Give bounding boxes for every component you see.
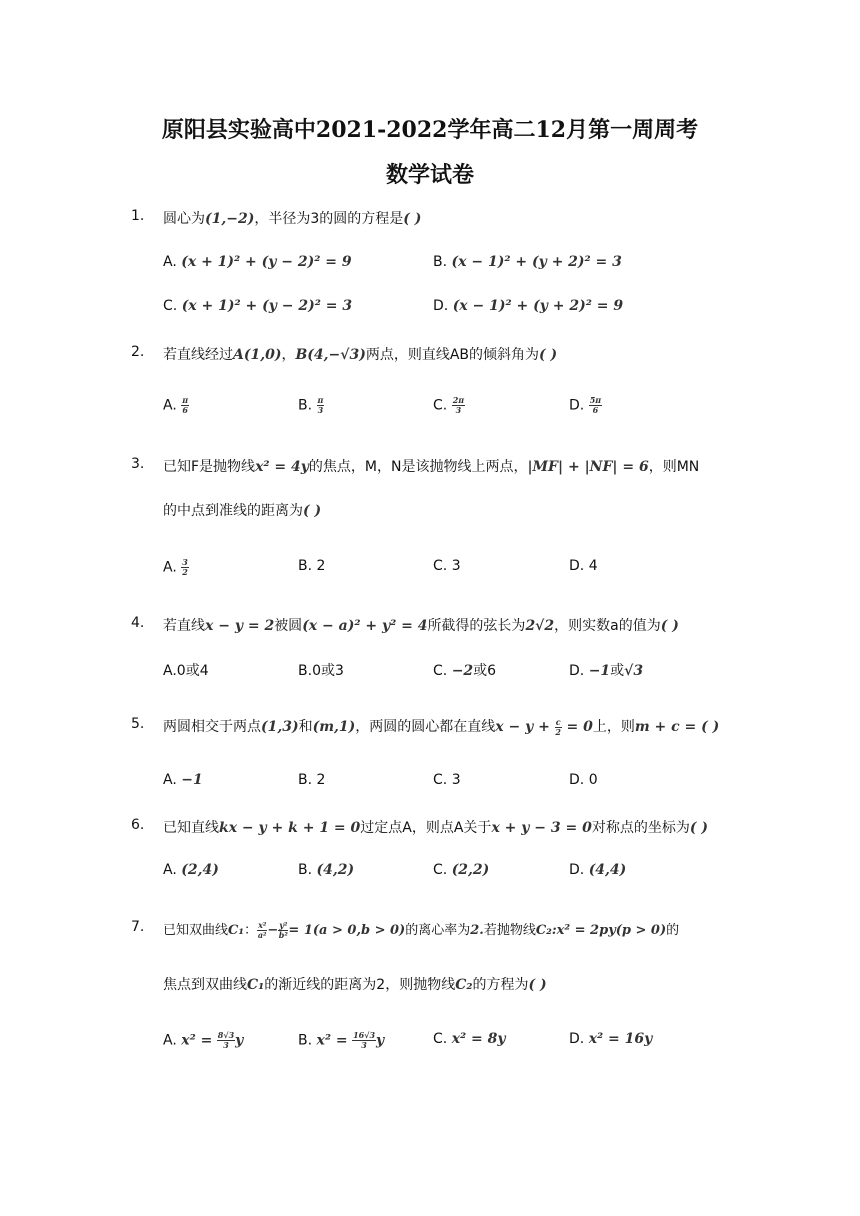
option-b: B. $\frac{\pi}{3}$: [298, 395, 324, 415]
option-a: A. $\frac{3}{2}$: [163, 557, 188, 577]
option-a: A. x² = $\frac{8√3}{3}$ y: [163, 1030, 244, 1050]
question-number: 4.: [131, 615, 145, 631]
question-7-continued: 焦点到双曲线C₁的渐近线的距离为2，则抛物线C₂的方程为( ): [163, 977, 547, 993]
option-c: C. (x + 1)² + (y − 2)² = 3: [163, 298, 353, 314]
option-d: D. $\frac{5\pi}{6}$: [569, 395, 602, 415]
option-c: C. x² = 8y: [433, 1031, 506, 1047]
option-c: C. 3: [433, 558, 461, 574]
question-stem: 若直线x − y = 2被圆(x − a)² + y² = 4所截得的弦长为2√2，则实数a的值为( ): [163, 618, 679, 634]
question-number: 5.: [131, 716, 145, 732]
question-stem: 已知双曲线C₁： $\frac{\text{x²}}{\text{a²}}$ − $\frac{\text{y²}}{\text{b²}}$ = 1(a > 0,b > 0)的离心率为2.若抛物线C₂:x² = 2py(p > 0)的: [163, 920, 680, 940]
option-c: C. −2或6: [433, 663, 497, 679]
question-stem: 若直线经过A(1,0)，B(4,−√3)两点，则直线AB的倾斜角为( ): [163, 347, 558, 363]
option-d: D. (x − 1)² + (y + 2)² = 9: [433, 298, 624, 314]
option-a: A.0或4: [163, 663, 209, 679]
option-b: B. (x − 1)² + (y + 2)² = 3: [433, 254, 622, 270]
exam-title: 原阳县实验高中2021-2022学年高二12月第一周周考: [161, 117, 699, 143]
option-b: B. x² = $\frac{16√3}{3}$ y: [298, 1030, 385, 1050]
option-a: A. −1: [163, 772, 203, 788]
option-d: D. 4: [569, 558, 598, 574]
option-d: D. −1或√3: [569, 663, 644, 679]
option-a: A. (2,4): [163, 862, 219, 878]
question-stem: 已知直线kx − y + k + 1 = 0过定点A，则点A关于x + y − 3 = 0对称点的坐标为( ): [163, 820, 708, 836]
exam-subtitle: 数学试卷: [385, 162, 474, 188]
question-number: 6.: [131, 817, 145, 833]
option-d: D. x² = 16y: [569, 1031, 653, 1047]
question-stem: 两圆相交于两点(1,3)和(m,1)，两圆的圆心都在直线x − y + $\frac{c}{2}$ = 0上，则m + c = ( ): [163, 716, 720, 737]
question-3-continued: 的中点到准线的距离为( ): [163, 503, 322, 519]
option-c: C. (2,2): [433, 862, 490, 878]
option-a: A. $\frac{\pi}{6}$: [163, 395, 189, 415]
option-c: C. 3: [433, 772, 461, 788]
option-b: B.0或3: [298, 663, 344, 679]
option-b: B. 2: [298, 558, 326, 574]
question-number: 2.: [131, 344, 145, 360]
option-b: B. 2: [298, 772, 326, 788]
question-number: 1.: [131, 208, 145, 224]
question-stem: 已知F是抛物线x² = 4y的焦点，M，N是该抛物线上两点，|MF| + |NF| = 6，则MN: [163, 459, 700, 475]
question-number: 3.: [131, 456, 145, 472]
question-stem: 圆心为(1,−2)，半径为3的圆的方程是( ): [163, 211, 422, 227]
option-c: C. $\frac{2\pi}{3}$: [433, 395, 465, 415]
option-d: D. (4,4): [569, 862, 627, 878]
question-number: 7.: [131, 919, 145, 935]
option-b: B. (4,2): [298, 862, 355, 878]
option-d: D. 0: [569, 772, 598, 788]
option-a: A. (x + 1)² + (y − 2)² = 9: [163, 254, 352, 270]
